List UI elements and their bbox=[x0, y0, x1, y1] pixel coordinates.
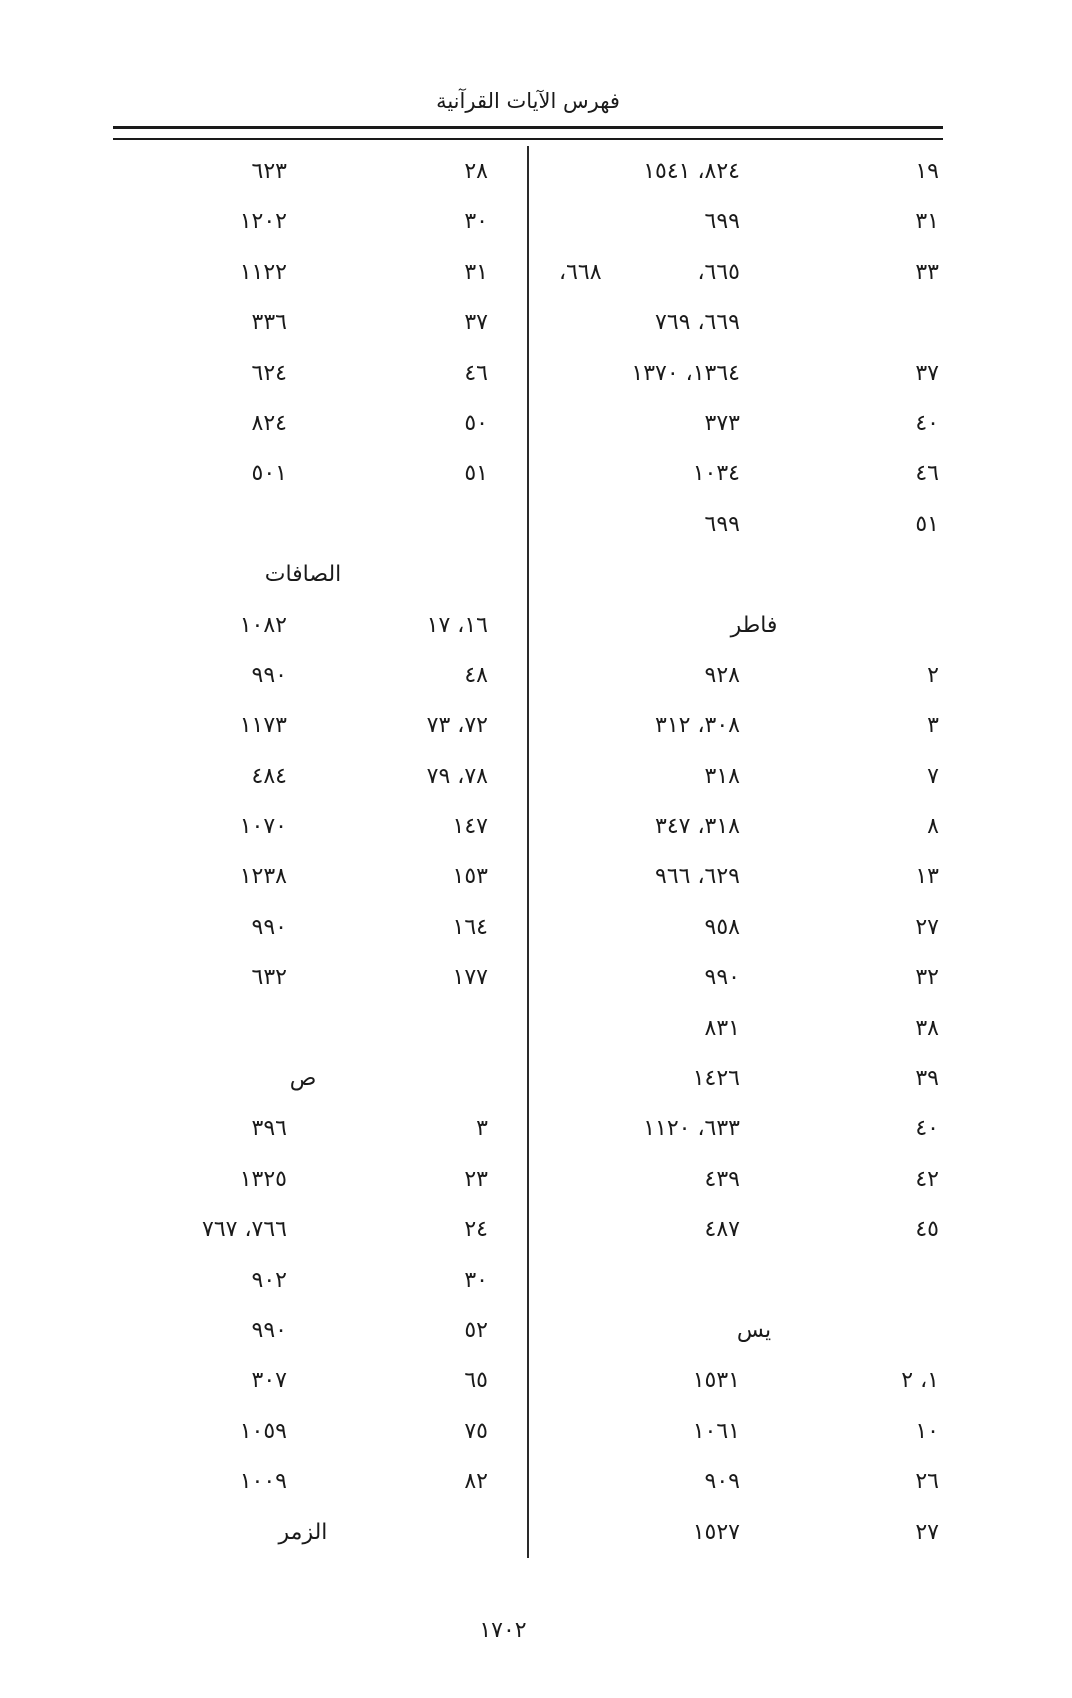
index-entry-row bbox=[113, 1256, 528, 1306]
surah-heading-row bbox=[113, 1054, 528, 1104]
header-rule-thick bbox=[113, 126, 943, 129]
page-references: ٦٩٩ bbox=[704, 209, 740, 235]
page-references: ١٠٧٠ bbox=[239, 814, 287, 840]
verse-number: ٤٦ bbox=[915, 461, 939, 487]
surah-heading: الزمر bbox=[278, 1519, 328, 1545]
verse-number: ١٤٧ bbox=[452, 814, 488, 840]
index-entry-row bbox=[528, 248, 943, 298]
page-references: ٦٢٤ bbox=[251, 360, 287, 386]
page-references: ١٥٣١ bbox=[692, 1368, 740, 1394]
left-column bbox=[113, 147, 528, 1558]
page-references: ٦٦٩، ٧٦٩ bbox=[655, 310, 740, 336]
page-references: ١٣٦٤، ١٣٧٠ bbox=[631, 360, 740, 386]
verse-number: ٨ bbox=[927, 814, 939, 840]
verse-number: ٤٠ bbox=[915, 410, 939, 436]
index-entry-row bbox=[113, 349, 528, 399]
surah-heading: الصافات bbox=[264, 562, 342, 588]
page-references: ٣٠٧ bbox=[251, 1368, 287, 1394]
page-references: ١١٢٢ bbox=[239, 259, 287, 285]
page-references: ١٠٠٩ bbox=[239, 1469, 287, 1495]
index-entry-row bbox=[528, 852, 943, 902]
verse-number: ٣٩ bbox=[915, 1066, 939, 1092]
index-entry-row bbox=[113, 1155, 528, 1205]
verse-number: ٣٣ bbox=[915, 259, 939, 285]
section-spacer bbox=[528, 1256, 943, 1306]
page-references: ٩٥٨ bbox=[704, 914, 740, 940]
page-references: ٤٣٩ bbox=[704, 1166, 740, 1192]
surah-heading-row bbox=[528, 1306, 943, 1356]
header-rule-thin bbox=[113, 138, 943, 140]
index-entry-row bbox=[528, 500, 943, 550]
index-entry-row bbox=[528, 752, 943, 802]
page-references: ٣٣٦ bbox=[251, 310, 287, 336]
page-references: ٩٩٠ bbox=[251, 1317, 287, 1343]
page-references: ٣٠٨، ٣١٢ bbox=[655, 713, 740, 739]
index-entry-continuation-row bbox=[528, 298, 943, 348]
index-entry-row bbox=[113, 953, 528, 1003]
page-references: ٦٩٩ bbox=[704, 511, 740, 537]
verse-number: ٧٨، ٧٩ bbox=[426, 763, 488, 789]
surah-heading: يس bbox=[736, 1317, 772, 1343]
verse-number: ٤٦ bbox=[464, 360, 488, 386]
verse-number: ٢٤ bbox=[464, 1217, 488, 1243]
verse-number: ٤٠ bbox=[915, 1116, 939, 1142]
verse-number: ١٩ bbox=[915, 159, 939, 184]
page-references: ١٤٢٦ bbox=[692, 1066, 740, 1092]
verse-number: ٣٧ bbox=[464, 310, 488, 336]
page-references: ٤٨٧ bbox=[704, 1217, 740, 1243]
index-entry-row bbox=[528, 399, 943, 449]
page-references: ٨٢٤ bbox=[251, 410, 287, 436]
verse-number: ٢ bbox=[927, 662, 939, 688]
verse-number: ٣٠ bbox=[464, 209, 488, 235]
page-title: فهرس الآيات القرآنية bbox=[436, 89, 620, 113]
verse-number: ٣ bbox=[476, 1116, 488, 1142]
page-references: ٩٩٠ bbox=[704, 965, 740, 991]
surah-heading: ص bbox=[289, 1066, 317, 1092]
index-entry-row bbox=[113, 601, 528, 651]
index-entry-row bbox=[113, 651, 528, 701]
index-entry-row bbox=[528, 349, 943, 399]
index-entry-row bbox=[528, 1104, 943, 1154]
verse-number: ٥١ bbox=[915, 511, 939, 537]
surah-section bbox=[113, 550, 528, 1004]
index-entry-row bbox=[113, 903, 528, 953]
verse-number: ٨٢ bbox=[464, 1469, 488, 1495]
surah-heading-row bbox=[528, 601, 943, 651]
verse-number: ٧٢، ٧٣ bbox=[426, 713, 488, 739]
index-entry-row bbox=[113, 1205, 528, 1255]
surah-section bbox=[113, 147, 528, 500]
index-entry-row bbox=[113, 449, 528, 499]
surah-section bbox=[113, 1508, 528, 1558]
index-entry-row bbox=[113, 197, 528, 247]
surah-section bbox=[528, 601, 943, 1256]
index-entry-row bbox=[528, 1508, 943, 1558]
page-references: ٦٦٥، ٦٦٨، bbox=[559, 259, 740, 285]
index-entry-row bbox=[528, 197, 943, 247]
verse-number: ١٦، ١٧ bbox=[426, 612, 488, 638]
page-references: ١٠٣٤ bbox=[692, 461, 740, 487]
verse-number: ٣ bbox=[927, 713, 939, 739]
page-references: ٥٠١ bbox=[251, 461, 287, 487]
verse-number: ٥١ bbox=[464, 461, 488, 487]
index-entry-row bbox=[113, 298, 528, 348]
page-references: ٩٩٠ bbox=[251, 662, 287, 688]
index-entry-row bbox=[113, 399, 528, 449]
index-entry-row bbox=[113, 752, 528, 802]
verse-number: ٧ bbox=[927, 763, 939, 789]
index-entry-row bbox=[528, 651, 943, 701]
page-references: ٩٩٠ bbox=[251, 914, 287, 940]
verse-number: ١٥٣ bbox=[452, 864, 488, 890]
page-references: ٣١٨ bbox=[704, 763, 740, 789]
verse-number: ٥٢ bbox=[464, 1317, 488, 1343]
index-entry-row bbox=[528, 1054, 943, 1104]
page-references: ٤٨٤ bbox=[251, 763, 287, 789]
surah-section bbox=[528, 1306, 943, 1558]
surah-section bbox=[113, 1054, 528, 1508]
index-entry-row bbox=[113, 147, 528, 197]
right-column bbox=[528, 147, 943, 1558]
index-entry-row bbox=[113, 248, 528, 298]
verse-number: ٢٦ bbox=[915, 1469, 939, 1495]
verse-number: ٣٢ bbox=[915, 965, 939, 991]
verse-number: ٦٥ bbox=[464, 1368, 488, 1394]
index-entry-row bbox=[113, 852, 528, 902]
page-references: ١٠٥٩ bbox=[239, 1418, 287, 1444]
index-entry-row bbox=[113, 1356, 528, 1406]
page-references: ٨٣١ bbox=[704, 1015, 740, 1041]
page-references: ٣٧٣ bbox=[704, 410, 740, 436]
index-entry-row bbox=[113, 1306, 528, 1356]
index-entry-row bbox=[113, 701, 528, 751]
page-references: ٦٢٣ bbox=[251, 159, 287, 184]
page-references: ١٥٢٧ bbox=[692, 1519, 740, 1545]
index-entry-row bbox=[528, 903, 943, 953]
page-references: ١٢٣٨ bbox=[239, 864, 287, 890]
verse-number: ١، ٢ bbox=[901, 1368, 939, 1394]
verse-number: ١٧٧ bbox=[452, 965, 488, 991]
page-references: ٦٣٣، ١١٢٠ bbox=[643, 1116, 740, 1142]
page-references: ١٠٦١ bbox=[692, 1418, 740, 1444]
verse-number: ٣١ bbox=[464, 259, 488, 285]
page-references: ١٣٢٥ bbox=[239, 1166, 287, 1192]
index-entry-row bbox=[528, 1155, 943, 1205]
verse-number: ٣٧ bbox=[915, 360, 939, 386]
section-spacer bbox=[528, 550, 943, 600]
index-entry-row bbox=[528, 147, 943, 197]
index-entry-row bbox=[528, 701, 943, 751]
index-entry-row bbox=[528, 1457, 943, 1507]
index-entry-row bbox=[528, 449, 943, 499]
index-entry-row bbox=[528, 1004, 943, 1054]
page-references: ٦٢٩، ٩٦٦ bbox=[655, 864, 740, 890]
surah-heading-row bbox=[113, 550, 528, 600]
page-references: ٩٢٨ bbox=[704, 662, 740, 688]
index-entry-row bbox=[528, 953, 943, 1003]
page-references: ١٠٨٢ bbox=[239, 612, 287, 638]
surah-heading: فاطر bbox=[730, 612, 778, 638]
verse-number: ٣٠ bbox=[464, 1267, 488, 1293]
verse-number: ٢٨ bbox=[464, 159, 488, 184]
verse-number: ٢٧ bbox=[915, 914, 939, 940]
index-entry-row bbox=[113, 1457, 528, 1507]
surah-section bbox=[528, 147, 943, 550]
verse-number: ٤٥ bbox=[915, 1217, 939, 1243]
page-references: ٣٩٦ bbox=[251, 1116, 287, 1142]
section-spacer bbox=[113, 500, 528, 550]
verse-number: ٥٠ bbox=[464, 410, 488, 436]
verse-number: ٧٥ bbox=[464, 1418, 488, 1444]
page-references: ١١٧٣ bbox=[239, 713, 287, 739]
page-number: ١٧٠٢ bbox=[479, 1618, 527, 1643]
verse-number: ٢٧ bbox=[915, 1519, 939, 1545]
index-entry-row bbox=[528, 1407, 943, 1457]
page-references: ٩٠٩ bbox=[704, 1469, 740, 1495]
index-entry-row bbox=[528, 802, 943, 852]
page-references: ٩٠٢ bbox=[251, 1267, 287, 1293]
verse-number: ١٣ bbox=[915, 864, 939, 890]
page-references: ٣١٨، ٣٤٧ bbox=[655, 814, 740, 840]
section-spacer bbox=[113, 1004, 528, 1054]
index-entry-row bbox=[528, 1205, 943, 1255]
verse-number: ٤٨ bbox=[464, 662, 488, 688]
page-references: ٨٢٤، ١٥٤١ bbox=[643, 159, 740, 184]
verse-number: ٣٨ bbox=[915, 1015, 939, 1041]
page-references: ٦٣٢ bbox=[251, 965, 287, 991]
verse-number: ٣١ bbox=[915, 209, 939, 235]
verse-number: ٤٢ bbox=[915, 1166, 939, 1192]
surah-heading-row bbox=[113, 1508, 528, 1558]
page-references: ٧٦٦، ٧٦٧ bbox=[202, 1217, 287, 1243]
page-references: ١٢٠٢ bbox=[239, 209, 287, 235]
index-entry-row bbox=[113, 802, 528, 852]
verse-number: ١٦٤ bbox=[452, 914, 488, 940]
index-entry-row bbox=[113, 1104, 528, 1154]
index-entry-row bbox=[528, 1356, 943, 1406]
verse-number: ١٠ bbox=[915, 1418, 939, 1444]
verse-number: ٢٣ bbox=[464, 1166, 488, 1192]
index-entry-row bbox=[113, 1407, 528, 1457]
